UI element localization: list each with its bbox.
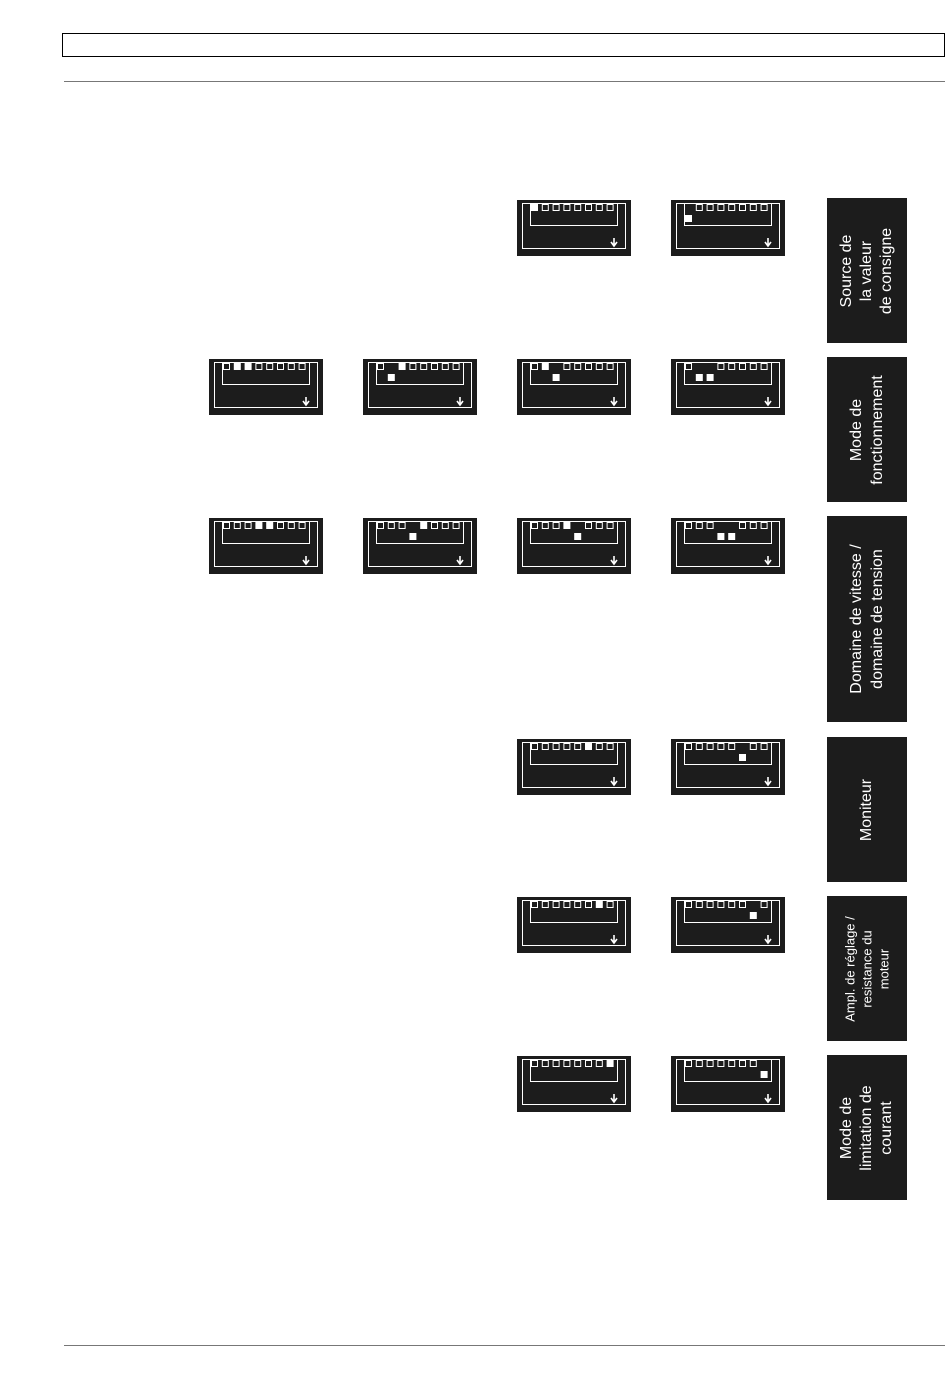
- switch-lever: [586, 1061, 592, 1067]
- switch-lever: [761, 744, 767, 750]
- dip-switch-graphic: [517, 897, 631, 953]
- switch-lever: [224, 364, 230, 370]
- dip-switch-graphic: [671, 1056, 785, 1112]
- dip-switch-graphic: [517, 518, 631, 574]
- top-rule: [64, 81, 945, 82]
- dip-switch: [671, 359, 785, 415]
- switch-lever: [421, 364, 427, 370]
- switch-lever-off: [388, 374, 395, 381]
- switch-lever: [740, 523, 746, 529]
- label-line: moteur: [876, 948, 892, 989]
- switch-lever: [707, 744, 713, 750]
- switch-lever-on: [256, 523, 262, 529]
- label-line: courant: [878, 1100, 895, 1155]
- dip-switch-graphic: [517, 200, 631, 256]
- dip-switch: [517, 200, 631, 256]
- switch-lever: [586, 523, 592, 529]
- switch-lever: [553, 1061, 559, 1067]
- label-ampl: [827, 896, 907, 1041]
- label-line: Source de: [838, 234, 855, 307]
- switch-lever: [442, 364, 448, 370]
- dip-switch-graphic: [517, 359, 631, 415]
- switch-lever-off: [696, 374, 703, 381]
- bottom-rule: [64, 1345, 945, 1346]
- switch-lever: [378, 364, 384, 370]
- label-source: [827, 198, 907, 343]
- switch-lever: [696, 1061, 702, 1067]
- dip-switch-graphic: [363, 359, 477, 415]
- switch-lever: [564, 902, 570, 908]
- dip-switch-graphic: [209, 359, 323, 415]
- header-frame: [62, 33, 945, 57]
- switch-lever: [729, 364, 735, 370]
- switch-lever: [575, 364, 581, 370]
- label-line: Mode de: [848, 398, 865, 461]
- switch-lever: [761, 902, 767, 908]
- switch-lever: [707, 902, 713, 908]
- label-mode: [827, 357, 907, 502]
- switch-lever-off: [739, 754, 746, 761]
- switch-lever: [750, 364, 756, 370]
- switch-lever: [245, 523, 251, 529]
- switch-lever: [740, 364, 746, 370]
- switch-lever: [750, 205, 756, 211]
- switch-lever-on: [421, 523, 427, 529]
- switch-lever: [575, 744, 581, 750]
- label-line: la valeur: [858, 240, 875, 301]
- switch-lever-on: [607, 1061, 613, 1067]
- switch-lever-off: [750, 912, 757, 919]
- switch-lever: [729, 902, 735, 908]
- label-line: Moniteur: [858, 778, 875, 841]
- dip-switch-graphic: [671, 518, 785, 574]
- switch-lever: [532, 1061, 538, 1067]
- label-line: fonctionnement: [869, 374, 886, 485]
- switch-lever-on: [267, 523, 273, 529]
- switch-lever: [410, 364, 416, 370]
- switch-lever-off: [409, 533, 416, 540]
- label-line: domaine de tension: [869, 549, 886, 689]
- dip-switch-graphic: [363, 518, 477, 574]
- switch-lever: [750, 523, 756, 529]
- switch-lever: [532, 902, 538, 908]
- switch-lever: [453, 523, 459, 529]
- switch-lever: [596, 523, 602, 529]
- switch-lever: [564, 205, 570, 211]
- switch-lever: [686, 364, 692, 370]
- dip-switch: [517, 359, 631, 415]
- label-moniteur: [827, 737, 907, 882]
- switch-lever: [299, 523, 305, 529]
- switch-lever: [288, 523, 294, 529]
- switch-lever: [686, 902, 692, 908]
- switch-lever: [542, 523, 548, 529]
- switch-lever-on: [234, 364, 240, 370]
- switch-lever-on: [542, 364, 548, 370]
- dip-switch-graphic: [671, 359, 785, 415]
- switch-lever: [278, 364, 284, 370]
- dip-switch: [671, 739, 785, 795]
- dip-switch: [517, 1056, 631, 1112]
- switch-lever: [278, 523, 284, 529]
- dip-switch: [363, 518, 477, 574]
- switch-lever: [596, 205, 602, 211]
- switch-lever: [586, 364, 592, 370]
- dip-switch-graphic: [517, 739, 631, 795]
- switch-lever: [553, 205, 559, 211]
- switch-lever: [553, 744, 559, 750]
- switch-lever: [607, 364, 613, 370]
- switch-lever: [553, 523, 559, 529]
- dip-switch: [671, 1056, 785, 1112]
- dip-switch: [209, 518, 323, 574]
- switch-lever: [686, 1061, 692, 1067]
- switch-lever-on: [596, 902, 602, 908]
- switch-lever: [696, 744, 702, 750]
- switch-lever: [596, 1061, 602, 1067]
- dip-switch: [517, 897, 631, 953]
- switch-lever: [696, 523, 702, 529]
- switch-lever: [718, 205, 724, 211]
- switch-lever: [761, 523, 767, 529]
- label-line: limitation de: [858, 1084, 875, 1171]
- dip-switch: [517, 518, 631, 574]
- switch-lever-off: [717, 533, 724, 540]
- switch-lever: [740, 205, 746, 211]
- switch-lever: [378, 523, 384, 529]
- switch-lever: [586, 902, 592, 908]
- switch-lever-on: [245, 364, 251, 370]
- switch-lever-on: [399, 364, 405, 370]
- label-line: Mode de: [838, 1096, 855, 1159]
- switch-lever: [442, 523, 448, 529]
- switch-lever: [596, 744, 602, 750]
- switch-lever: [299, 364, 305, 370]
- switch-lever-on: [532, 205, 538, 211]
- switch-lever: [234, 523, 240, 529]
- switch-lever-off: [761, 1071, 768, 1078]
- dip-switch: [671, 897, 785, 953]
- switch-lever: [718, 1061, 724, 1067]
- dip-switch-graphic: [671, 897, 785, 953]
- switch-lever: [564, 1061, 570, 1067]
- switch-lever: [432, 364, 438, 370]
- switch-lever: [564, 364, 570, 370]
- switch-lever-off: [685, 215, 692, 222]
- switch-lever: [607, 523, 613, 529]
- switch-lever: [718, 364, 724, 370]
- switch-lever: [575, 1061, 581, 1067]
- switch-lever: [224, 523, 230, 529]
- dip-switch: [671, 518, 785, 574]
- switch-lever: [607, 205, 613, 211]
- switch-lever: [761, 205, 767, 211]
- switch-lever: [532, 364, 538, 370]
- switch-lever: [707, 1061, 713, 1067]
- switch-lever: [399, 523, 405, 529]
- switch-lever: [718, 744, 724, 750]
- switch-lever: [696, 205, 702, 211]
- switch-lever: [586, 205, 592, 211]
- switch-lever: [432, 523, 438, 529]
- switch-lever: [750, 744, 756, 750]
- switch-lever: [740, 1061, 746, 1067]
- switch-lever-off: [707, 374, 714, 381]
- dip-switch: [209, 359, 323, 415]
- switch-lever: [718, 902, 724, 908]
- switch-lever-on: [586, 744, 592, 750]
- switch-lever: [707, 523, 713, 529]
- dip-switch: [671, 200, 785, 256]
- switch-lever: [388, 523, 394, 529]
- switch-lever: [256, 364, 262, 370]
- label-courant: [827, 1055, 907, 1200]
- label-line: Domaine de vitesse /: [848, 544, 865, 694]
- dip-switch-graphic: [209, 518, 323, 574]
- label-domaine: [827, 516, 907, 722]
- switch-lever: [453, 364, 459, 370]
- switch-lever: [729, 1061, 735, 1067]
- switch-lever: [607, 744, 613, 750]
- switch-lever: [686, 744, 692, 750]
- dip-switch: [363, 359, 477, 415]
- dip-switch: [517, 739, 631, 795]
- switch-lever: [288, 364, 294, 370]
- switch-lever: [542, 1061, 548, 1067]
- label-line: resistance du: [859, 929, 875, 1008]
- switch-lever-off: [574, 533, 581, 540]
- switch-lever: [532, 523, 538, 529]
- switch-lever: [267, 364, 273, 370]
- switch-lever: [542, 902, 548, 908]
- switch-lever: [575, 205, 581, 211]
- dip-switch-graphic: [671, 200, 785, 256]
- switch-lever: [542, 205, 548, 211]
- label-line: Ampl. de réglage /: [842, 915, 858, 1022]
- switch-lever: [532, 744, 538, 750]
- switch-lever: [729, 744, 735, 750]
- switch-lever: [696, 902, 702, 908]
- switch-lever: [607, 902, 613, 908]
- switch-lever: [575, 902, 581, 908]
- switch-lever: [542, 744, 548, 750]
- switch-lever: [564, 744, 570, 750]
- switch-lever: [553, 902, 559, 908]
- switch-lever: [596, 364, 602, 370]
- switch-lever: [761, 364, 767, 370]
- dip-switch-graphic: [671, 739, 785, 795]
- dip-switch-graphic: [517, 1056, 631, 1112]
- switch-lever-on: [564, 523, 570, 529]
- switch-lever-off: [553, 374, 560, 381]
- switch-lever-off: [728, 533, 735, 540]
- switch-lever: [686, 523, 692, 529]
- switch-lever: [740, 902, 746, 908]
- label-line: de consigne: [878, 227, 895, 314]
- switch-lever: [729, 205, 735, 211]
- switch-lever: [707, 205, 713, 211]
- switch-lever: [750, 1061, 756, 1067]
